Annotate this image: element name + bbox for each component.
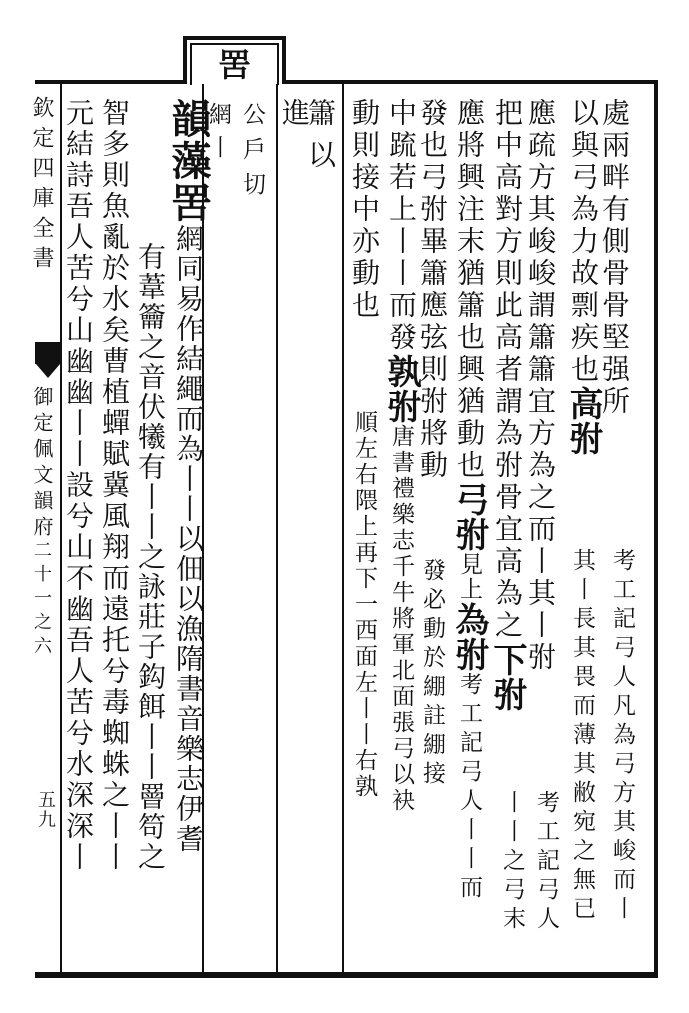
col-9-seg-3: 見上 [456,552,482,602]
margin-fishtail [36,364,60,378]
col-13-seg-1: 簫以 [304,98,337,182]
col-2-seg-1: 以與弓為力故剽疾也 [567,98,600,386]
text-column-20 [62,98,95,873]
heading-tab-inner [190,43,279,85]
text-column-3 [610,548,633,925]
divider-a [342,84,344,972]
col-12-seg-1: 動則接中亦動也 [348,98,381,322]
col-10-seg-1: 發也弓弣畢簫應弦則弣將動 [416,98,449,482]
col-3-seg-1: 考工記弓人凡為弓方其峻而丨 [609,548,635,925]
col-4-seg-1: 其丨長其畏而薄其敝宛之無已 [569,548,595,925]
text-column-7 [534,790,557,935]
frame-bottom-rule [35,972,658,978]
col-8-seg-1: 丨丨之弓末 [499,790,525,935]
text-column-9 [449,98,489,904]
col-9-seg-1: 應將興注末猶簫也興猶動也 [453,98,486,482]
text-column-14 [278,98,311,130]
col-17-heading: 韻藻罟 [165,98,212,224]
text-column-5 [524,98,557,674]
text-column-10 [416,98,449,790]
col-6-seg-2: 下弣 [487,642,527,712]
frame-top-rule-left [35,80,185,84]
text-column-6 [487,98,527,712]
col-10-seg-2: 發必動於綳註綳接 [419,558,445,790]
text-column-2 [563,98,603,456]
col-9-seg-2: 弓弣 [449,482,489,552]
text-column-18 [134,242,167,872]
margin-black-bar [35,342,60,364]
text-column-8 [500,790,523,935]
frame-top-rule-right [284,80,658,84]
page-number: 五九 [35,790,56,830]
text-column-15 [240,102,263,207]
divider-b [276,84,278,972]
col-11-seg-2: 孰弣 [381,354,421,424]
text-column-4 [570,548,593,925]
col-14-seg-1: 進 [278,98,311,130]
col-17-seg-2: 網同易作結繩而為丨丨以佃以漁隋書音樂志伊耆 [172,224,205,854]
col-9-seg-4: 為弣 [449,602,489,672]
volume-suffix: 二十一之六 [31,540,52,660]
col-5-seg-1: 應疏方其峻峻謂簫簫宜方為之而丨其丨弣 [524,98,557,674]
col-6-seg-1: 把中高對方則此高者謂為弣骨宜高為之 [491,98,524,642]
book-title: 欽定四庫全書 [29,96,54,276]
col-1-seg-1: 處兩畔有側骨骨堅强所 [598,98,631,418]
col-16-seg-1: 網丨 [205,102,231,168]
col-11-seg-3: 唐書禮樂志千牛將軍北面張弓以袂 [388,424,414,814]
frame-right-rule [654,80,658,978]
text-column-17 [165,98,212,854]
col-15-seg-1: 公戶切 [239,102,265,207]
volume-title: 御定佩文韻府 [30,386,54,542]
col-19-seg-1: 智多則魚亂於水矣曹植蟬賦冀風翔而遠托兮毒蜘蛛之丨丨 [98,98,131,873]
col-2-seg-2: 高弣 [563,386,603,456]
col-7-seg-1: 考工記弓人 [533,790,559,935]
heading-tab-label: 罟 [218,46,251,84]
col-12-seg-2: 順左右隈上再下一西面左丨丨右孰 [351,410,377,800]
text-column-12 [348,98,381,800]
text-column-1 [598,98,631,418]
col-18-seg-1: 有葦籥之音伏犧有丨丨之詠莊子鈎餌丨丨罾笱之 [134,242,167,872]
text-column-11 [381,98,421,814]
text-column-19 [98,98,131,873]
col-11-seg-1: 中䟽若上丨丨而發 [385,98,418,354]
col-9-seg-5: 考工記弓人丨丨而 [456,672,482,904]
col-20-seg-1: 元結詩吾人苦兮山幽幽丨丨設兮山不幽吾人苦兮水深深丨 [62,98,95,873]
